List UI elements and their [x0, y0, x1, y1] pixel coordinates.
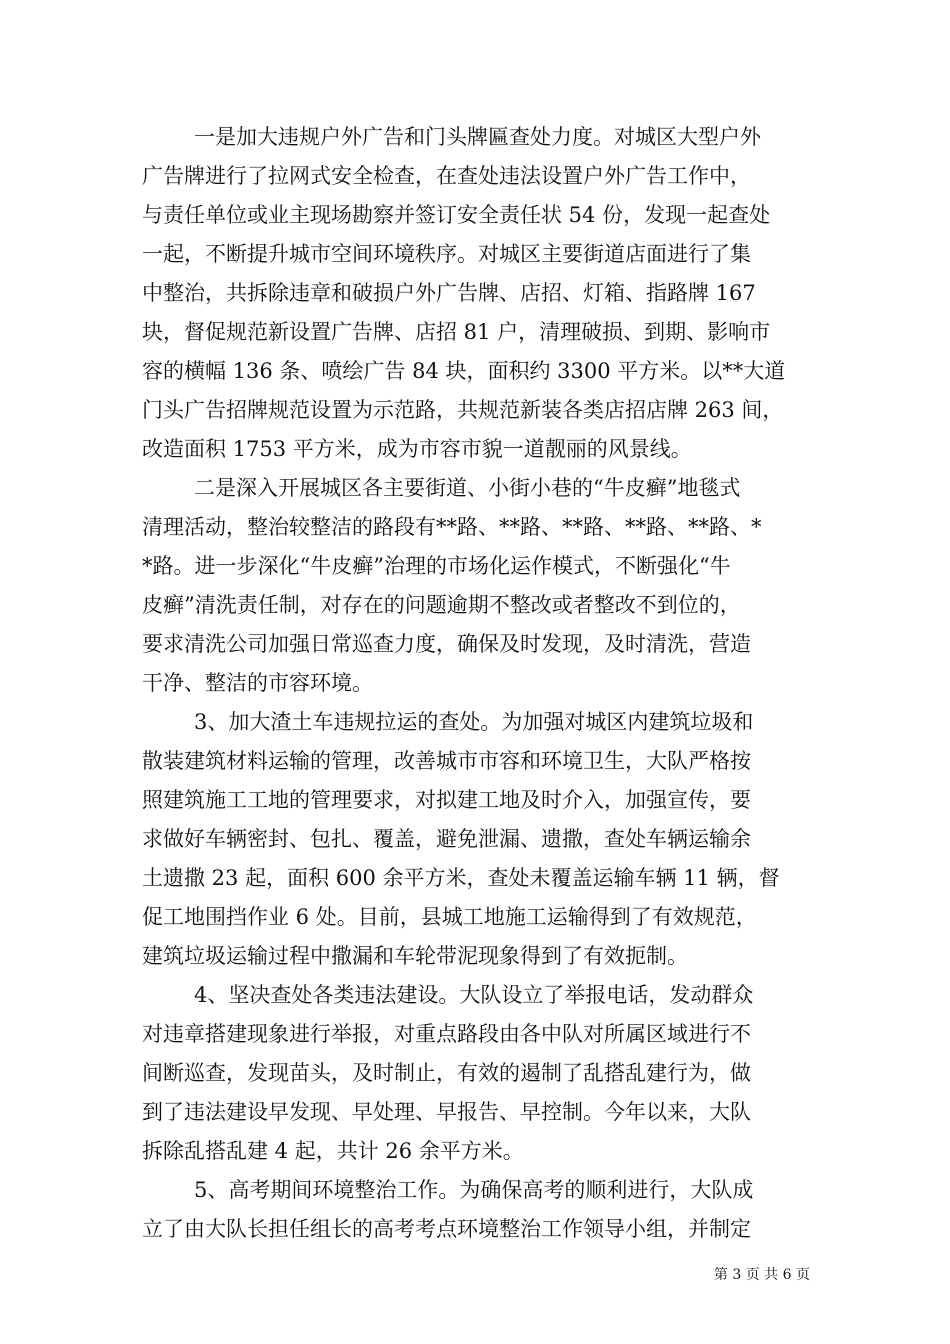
- text-line: 立了由大队长担任组长的高考考点环境整治工作领导小组，并制定: [142, 1217, 751, 1241]
- text-line: 3、加大渣土车违规拉运的查处。为加强对城区内建筑垃圾和: [194, 710, 754, 734]
- text-line: 4、坚决查处各类违法建设。大队设立了举报电话，发动群众: [194, 983, 754, 1007]
- text-line: 皮癣”清洗责任制，对存在的问题逾期不整改或者整改不到位的，: [142, 593, 741, 617]
- text-line: *路。进一步深化“牛皮癣”治理的市场化运作模式，不断强化“牛: [142, 554, 731, 578]
- paragraph-2: [142, 469, 812, 703]
- text-line: 到了违法建设早发现、早处理、早报告、早控制。今年以来，大队: [142, 1100, 751, 1124]
- text-line: 改造面积 1753 平方米，成为市容市貌一道靓丽的风景线。: [142, 437, 692, 461]
- text-line: 容的横幅 136 条、喷绘广告 84 块，面积约 3300 平方米。以**大道: [142, 359, 786, 383]
- text-line: 门头广告招牌规范设置为示范路，共规范新装各类店招店牌 263 间，: [142, 398, 784, 422]
- text-line: 块，督促规范新设置广告牌、店招 81 户，清理破损、到期、影响市: [142, 320, 771, 344]
- text-line: 照建筑施工工地的管理要求，对拟建工地及时介入，加强宣传，要: [142, 788, 751, 812]
- document-body: [142, 118, 812, 1249]
- text-line: 清理活动，整治较整洁的路段有**路、**路、**路、**路、**路、*: [142, 515, 762, 539]
- paragraph-4: [142, 976, 812, 1171]
- text-line: 间断巡查，发现苗头，及时制止，有效的遏制了乱搭乱建行为，做: [142, 1061, 751, 1085]
- paragraph-1: [142, 118, 812, 469]
- text-line: 求做好车辆密封、包扎、覆盖，避免泄漏、遗撒，查处车辆运输余: [142, 827, 751, 851]
- text-line: 土遗撒 23 起，面积 600 余平方米，查处未覆盖运输车辆 11 辆，督: [142, 866, 780, 890]
- paragraph-5: [142, 1171, 812, 1249]
- text-line: 干净、整洁的市容环境。: [142, 671, 373, 695]
- text-line: 与责任单位或业主现场勘察并签订安全责任状 54 份，发现一起查处: [142, 203, 771, 227]
- text-line: 5、高考期间环境整治工作。为确保高考的顺利进行，大队成: [194, 1178, 754, 1202]
- text-line: 广告牌进行了拉网式安全检查，在查处违法设置户外广告工作中，: [142, 164, 751, 188]
- text-line: 拆除乱搭乱建 4 起，共计 26 余平方米。: [142, 1139, 524, 1163]
- text-line: 促工地围挡作业 6 处。目前，县城工地施工运输得到了有效规范，: [142, 905, 757, 929]
- paragraph-3: [142, 703, 812, 976]
- text-line: 二是深入开展城区各主要街道、小街小巷的“牛皮癣”地毯式: [194, 476, 741, 500]
- text-line: 一是加大违规户外广告和门头牌匾查处力度。对城区大型户外: [194, 125, 761, 149]
- text-line: 一起，不断提升城市空间环境秩序。对城区主要街道店面进行了集: [142, 242, 751, 266]
- text-line: 对违章搭建现象进行举报，对重点路段由各中队对所属区域进行不: [142, 1022, 751, 1046]
- page-number-footer: 第 3 页 共 6 页: [713, 1267, 810, 1283]
- text-line: 散装建筑材料运输的管理，改善城市市容和环境卫生，大队严格按: [142, 749, 751, 773]
- text-line: 中整治，共拆除违章和破损户外广告牌、店招、灯箱、指路牌 167: [142, 281, 756, 305]
- text-line: 要求清洗公司加强日常巡查力度，确保及时发现，及时清洗，营造: [142, 632, 751, 656]
- text-line: 建筑垃圾运输过程中撒漏和车轮带泥现象得到了有效扼制。: [142, 944, 688, 968]
